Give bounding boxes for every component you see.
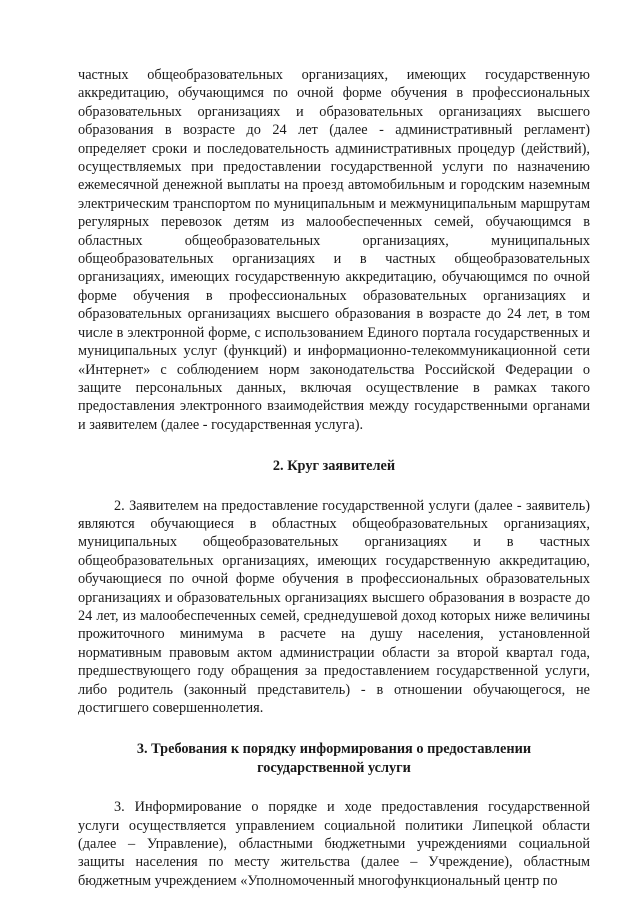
spacer xyxy=(78,476,590,497)
spacer xyxy=(78,717,590,740)
section-2-heading: 2. Круг заявителей xyxy=(272,458,396,475)
spacer xyxy=(78,777,590,798)
section-3-heading-line-1: 3. Требования к порядку информирования о предоставлении xyxy=(136,741,532,758)
spacer xyxy=(78,434,590,457)
document-body xyxy=(78,66,590,890)
section-2-paragraph: 2. Заявителем на предоставление государственной услуги (далее - заявитель) являются обучающиеся в областных общеобразовательных организациях, муниципальных общеобразовательных организациях и в частных общеобразовательных организациях, имеющих государственную аккредитацию, обучающиеся по очной форме обучения в профессиональных образовательных организациях и образовательных организациях высшего образования в возрасте до 24 лет, из малообеспеченных семей, среднедушевой доход которых ниже величины прожиточного минимума в расчете на душу населения, установленной нормативным правовым актом администрации области за второй квартал года, предшествующего году обращения за предоставлением государственной услуги, либо родитель (законный представитель) - в отношении обучающегося, не достигшего совершеннолетия. xyxy=(78,497,590,716)
section-3-paragraph: 3. Информирование о порядке и ходе предоставления государственной услуги осуществляется управлением социальной политики Липецкой области (далее – Управление), областными бюджетными учреждениями социальной защиты населения по месту жительства (далее – Учреждение), областным бюджетным учреждением «Уполномоченный многофункциональный центр по xyxy=(78,799,590,889)
section-3-heading xyxy=(78,740,590,777)
intro-paragraph: частных общеобразовательных организациях, имеющих государственную аккредитацию, обучающимся по очной форме обучения в профессиональных образовательных организациях и образовательных организациях высшего образования в возрасте до 24 лет (далее - административный регламент) определяет сроки и последовательность административных процедур (действий), осуществляемых при предоставлении государственной услуги по назначению ежемесячной денежной выплаты на проезд автомобильным и городским наземным электрическим транспортом по муниципальным и межмуниципальным маршрутам регулярных перевозок детям из малообеспеченных семей, обучающимся в областных общеобразовательных организациях, муниципальных общеобразовательных организациях и в частных общеобразовательных организациях, имеющих государственную аккредитацию, обучающимся по очной форме обучения в профессиональных образовательных организациях и образовательных организациях высшего образования в возрасте до 24 лет, в том числе в электронной форме, с использованием Единого портала государственных и муниципальных услуг (функций) и информационно-телекоммуникационной сети «Интернет» с соблюдением норм законодательства Российской Федерации о защите персональных данных, включая осуществление в рамках такого предоставления электронного взаимодействия между государственными органами и заявителем (далее - государственная услуга). xyxy=(78,67,590,433)
section-3-heading-line-2: государственной услуги xyxy=(257,759,411,776)
